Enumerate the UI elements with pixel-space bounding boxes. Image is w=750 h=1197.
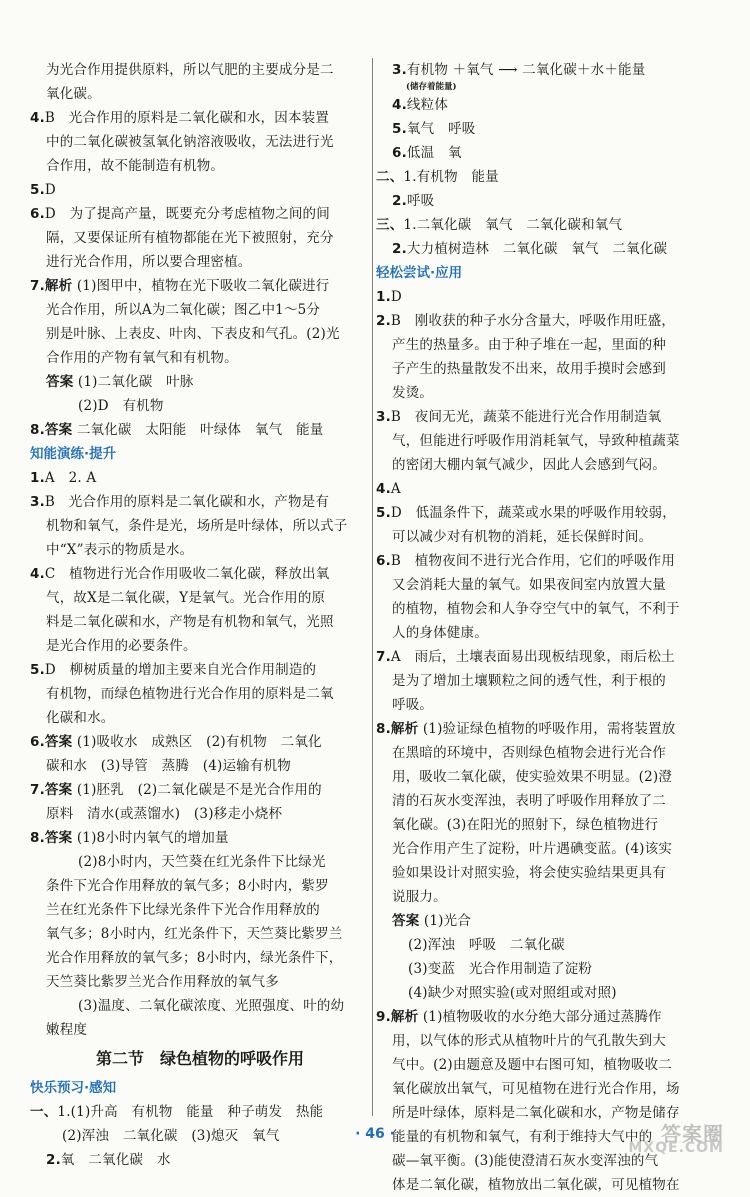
item-label: 解析 [390,1009,419,1025]
item-number: 3. [392,62,407,78]
text-line [376,933,720,957]
line-text: 为光合作用提供原料，所以气肥的主要成分是二 [46,62,334,78]
item-label: 答案 [46,374,74,390]
line-text: 隔，又要保证所有植物都能在光下被照射，充分 [46,230,334,246]
line-text: 光合作用释放的氧气多；8小时内，绿光条件下， [46,950,343,966]
line-text: (1)植物吸收的水分绝大部分通过蒸腾作 [422,1009,662,1025]
text-line [30,730,370,754]
text-line [30,682,370,706]
line-text: (1)吸收水 成熟区 (2)有机物 二氧化 [76,734,322,750]
text-line [30,538,370,562]
text-line [30,922,370,946]
text-line [30,706,370,730]
line-text: (1)胚乳 (2)二氧化碳是不是光合作用的 [76,782,322,798]
text-line [376,837,720,861]
line-text: B 光合作用的原料是二氧化碳和水，因本装置 [44,110,330,126]
text-line [376,957,720,981]
text-line [376,309,720,333]
line-text: A 雨后，土壤表面易出现板结现象，雨后松土 [390,649,675,665]
line-text: 中的二氧化碳被氢氧化钠溶液吸收，无法进行光 [46,134,334,150]
text-line [30,1148,370,1172]
line-text: 人的身体健康。 [392,625,488,641]
item-number: 2. [392,241,407,257]
text-line [30,370,370,394]
item-number: 4. [30,110,45,126]
line-text: 用，以气体的形式从植物叶片的气孔散失到大 [392,1033,666,1049]
line-text: (1)8小时内氧气的增加量 [76,830,229,846]
text-line [30,874,370,898]
text-line [376,525,720,549]
line-text: 说服力。 [392,889,447,905]
item-number: 一、 [30,1104,58,1120]
section-heading: 知能演练·提升 [30,446,117,462]
line-text: 光合作用，所以A为二氧化碳；图乙中1～5分 [46,302,321,318]
line-text: 料是二氧化碳和水，产物是有机物和氧气，光照 [46,614,334,630]
line-text: A 2. A [44,470,97,486]
text-line [30,802,370,826]
line-text: (2)8小时内，天竺葵在红光条件下比绿光 [78,854,326,870]
text-line [376,885,720,909]
text-line [30,130,370,154]
text-line [30,178,370,202]
line-text: 清的石灰水变浑浊，表明了呼吸作用释放了二 [392,793,666,809]
line-text: (1)验证绿色植物的呼吸作用，需将装置放 [422,721,676,737]
line-text: 合作用，故不能制造有机物。 [46,158,225,174]
line-text: D 柳树质量的增加主要来自光合作用制造的 [44,662,317,678]
text-line [30,418,370,442]
text-line [30,658,370,682]
text-line [30,250,370,274]
line-text: 天竺葵比紫罗兰光合作用释放的氧气多 [46,974,279,990]
item-number: 2. [376,313,391,329]
line-text: 条件下光合作用释放的氧气多；8小时内，紫罗 [46,878,329,894]
text-line [376,453,720,477]
text-line [376,741,720,765]
line-text: 氧化碳。 [46,86,101,102]
line-text: 的密闭大棚内氧气减少，因此人会感到气闷。 [392,457,666,473]
item-number: 5. [30,182,45,198]
text-line [30,514,370,538]
line-text: 1.有机物 能量 [403,169,499,185]
item-label: 答案 [44,422,73,438]
item-number: 6. [30,734,45,750]
item-number: 6. [392,145,407,161]
line-text: 又会消耗大量的氧气。如果夜间室内放置大量 [392,577,666,593]
line-text: 合作用的产物有氧气和有机物。 [46,350,238,366]
text-line [376,669,720,693]
line-text: 嫩程度 [46,1022,88,1038]
line-text: 所是叶绿体，原料是二氧化碳和水，产物是储存 [392,1105,680,1121]
line-text: (1)图甲中，植物在光下吸收二氧化碳进行 [76,278,330,294]
line-text: (2)浑浊 二氧化碳 (3)熄灭 氧气 [62,1128,280,1144]
text-line [376,58,720,82]
line-text: 用，吸收二氧化碳，使实验效果不明显。(2)澄 [392,769,673,785]
item-number: 5. [30,662,45,678]
item-number: 8. [30,422,45,438]
line-text: 1.二氧化碳 氧气 二氧化碳和氧气 [403,217,623,233]
text-line [376,1053,720,1077]
item-number: 3. [376,409,391,425]
formula-note: (储存着能量) [406,82,457,92]
text-line [376,693,720,717]
text-line [376,1029,720,1053]
text-line [376,213,720,237]
item-label: 答案 [44,782,73,798]
line-text: D [390,289,402,305]
text-line [376,165,720,189]
text-line [30,898,370,922]
line-text: 氧化碳。(3)在阳光的照射下，绿色植物进行 [392,817,659,833]
text-line [30,202,370,226]
item-number: 7. [376,649,391,665]
line-text: 验如果设计对照实验，将会使实验结果更具有 [392,865,666,881]
line-text: (3)温度、二氧化碳浓度、光照强度、叶的幼 [78,998,345,1014]
line-text: B 刚收获的种子水分含量大，呼吸作用旺盛， [390,313,676,329]
line-text: 可以减少对有机物的消耗，延长保鲜时间。 [392,529,653,545]
text-line [30,778,370,802]
item-number: 4. [376,481,391,497]
item-number: 二、 [376,169,404,185]
line-text: 有机物 ＋氧气 ⟶ 二氧化碳＋水＋能量 [406,62,646,78]
item-number: 5. [376,505,391,521]
line-text: (1)二氧化碳 叶脉 [77,374,194,390]
line-text: B 夜间无光，蔬菜不能进行光合作用制造氧 [390,409,662,425]
text-line [30,826,370,850]
line-text: 气，故X是二氧化碳，Y是氧气。光合作用的原 [46,590,326,606]
line-text: 体是二氧化碳，植物放出二氧化碳，可见植物在 [392,1177,680,1193]
line-text: 光合作用产生了淀粉，叶片遇碘变蓝。(4)该实 [392,841,673,857]
line-text: 线粒体 [406,97,449,113]
line-text: C 植物进行光合作用吸收二氧化碳，释放出氧 [44,566,330,582]
text-line [376,429,720,453]
text-line [30,322,370,346]
text-line [376,621,720,645]
item-number: 1. [30,470,45,486]
text-line [30,154,370,178]
text-line [376,909,720,933]
text-line [30,610,370,634]
text-line [30,1100,370,1124]
text-line [376,357,720,381]
page-number: · 46 · [355,1126,395,1142]
line-text: 低温 氧 [406,145,462,161]
line-text: (1)光合 [423,913,472,929]
line-text: 别是叶脉、上表皮、叶肉、下表皮和气孔。(2)光 [46,326,340,342]
watermark-url: MXQE.COM [628,1140,724,1156]
text-line [376,405,720,429]
line-text: 原料 清水(或蒸馏水) (3)移走小烧杯 [46,806,283,822]
line-text: D [44,182,56,198]
line-text: 呼吸。 [392,697,434,713]
text-line [30,58,370,82]
text-line [30,490,370,514]
line-text: 是光合作用的必要条件。 [46,638,197,654]
line-text: (2)浑浊 呼吸 二氧化碳 [408,937,565,953]
watermark-logo: 答案圈 [661,1122,724,1146]
text-line [376,501,720,525]
section-heading: 轻松尝试·应用 [376,265,463,281]
text-line [376,1077,720,1101]
line-text: (3)变蓝 光合作用制造了淀粉 [408,961,593,977]
text-line [30,946,370,970]
text-line [376,789,720,813]
item-number: 4. [392,97,407,113]
text-line [30,466,370,490]
text-line [376,189,720,213]
line-text: 1.(1)升高 有机物 能量 种子萌发 热能 [57,1104,324,1120]
line-text: 大力植树造林 二氧化碳 氧气 二氧化碳 [406,241,668,257]
left-column [30,58,370,1172]
line-text: 能量的有机物和氧气，有利于维持大气中的 [392,1129,653,1145]
text-line [376,717,720,741]
item-number: 8. [30,830,45,846]
line-text: 在黑暗的环境中，否则绿色植物会进行光合作 [392,745,666,761]
column-divider [372,58,373,1116]
text-line [376,285,720,309]
text-line [30,106,370,130]
text-line [30,586,370,610]
line-text: 氧 二氧化碳 水 [60,1152,171,1168]
text-line [30,850,370,874]
text-line [30,1018,370,1042]
item-number: 1. [376,289,391,305]
line-text: 是为了增加土壤颗粒之间的透气性，利于根的 [392,673,666,689]
text-line [376,813,720,837]
line-text: (4)缺少对照实验(或对照组或对照) [408,985,617,1001]
item-number: 6. [376,553,391,569]
text-line [376,237,720,261]
chapter-title: 第二节 绿色植物的呼吸作用 [95,1049,304,1068]
line-text: D 低温条件下，蔬菜或水果的呼吸作用较弱， [390,505,676,521]
item-number: 4. [30,566,45,582]
text-line [30,82,370,106]
text-line [376,477,720,501]
line-text: 化碳和水。 [46,710,115,726]
line-text: 进行光合作用，所以要合理密植。 [46,254,252,270]
item-label: 解析 [44,278,73,294]
line-text: 二氧化碳 太阳能 叶绿体 氧气 能量 [76,422,324,438]
text-line [376,597,720,621]
item-number: 8. [376,721,391,737]
item-number: 三、 [376,217,404,233]
item-number: 2. [392,193,407,209]
text-line [30,754,370,778]
text-line [376,381,720,405]
line-text: 子产生的热量散发不出来，故用手摸时会感到 [392,361,666,377]
line-text: 的植物，植物会和人争夺空气中的氧气，不利于 [392,601,680,617]
item-label: 答案 [44,830,73,846]
line-text: D 为了提高产量，既要充分考虑植物之间的间 [44,206,330,222]
item-number: 6. [30,206,45,222]
text-line [30,394,370,418]
line-text: 氧气多；8小时内，红光条件下，天竺葵比紫罗兰 [46,926,343,942]
item-number: 9. [376,1009,391,1025]
item-label: 答案 [392,913,420,929]
line-text: (2)D 有机物 [78,398,164,414]
text-line [376,573,720,597]
item-number: 5. [392,121,407,137]
item-label: 答案 [44,734,73,750]
line-text: A [390,481,401,497]
text-line [376,549,720,573]
line-text: 气中。(2)由题意及题中右图可知，植物吸收二 [392,1057,673,1073]
text-line [30,346,370,370]
line-text: 呼吸 [406,193,435,209]
text-line [376,645,720,669]
text-line [30,994,370,1018]
text-line [376,93,720,117]
line-text: 氧气 呼吸 [406,121,476,137]
text-line [376,1173,720,1197]
line-text: 产生的热量多。由于种子堆在一起，里面的种 [392,337,666,353]
text-line [376,1005,720,1029]
item-number: 2. [46,1152,61,1168]
line-text: 中“X”表示的物质是水。 [46,542,194,558]
line-text: B 植物夜间不进行光合作用，它们的呼吸作用 [390,553,676,569]
line-text: 有机物，而绿色植物进行光合作用的原料是二氧 [46,686,334,702]
line-text: 碳和水 (3)导管 蒸腾 (4)运输有机物 [46,758,291,774]
section-heading: 快乐预习·感知 [30,1080,117,1096]
item-number: 7. [30,278,45,294]
text-line [376,333,720,357]
line-text: 碳—氧平衡。(3)能使澄清石灰水变浑浊的气 [392,1153,659,1169]
text-line [376,141,720,165]
text-line [30,226,370,250]
item-label: 解析 [390,721,419,737]
text-line [30,562,370,586]
right-column [376,58,720,1197]
line-text: 氧化碳放出氧气，可见植物在进行光合作用，场 [392,1081,680,1097]
line-text: 气，但能进行呼吸作用消耗氧气，导致种植蔬菜 [392,433,680,449]
text-line [30,274,370,298]
text-line [30,970,370,994]
text-line [376,861,720,885]
text-line [30,298,370,322]
item-number: 3. [30,494,45,510]
text-line [376,117,720,141]
line-text: 兰在红光条件下比绿光条件下光合作用释放的 [46,902,320,918]
text-line [30,634,370,658]
line-text: 发烫。 [392,385,434,401]
line-text: 机物和氧气，条件是光，场所是叶绿体，所以式子 [46,518,348,534]
line-text: B 光合作用的原料是二氧化碳和水，产物是有 [44,494,330,510]
item-number: 7. [30,782,45,798]
text-line [376,765,720,789]
text-line [376,981,720,1005]
